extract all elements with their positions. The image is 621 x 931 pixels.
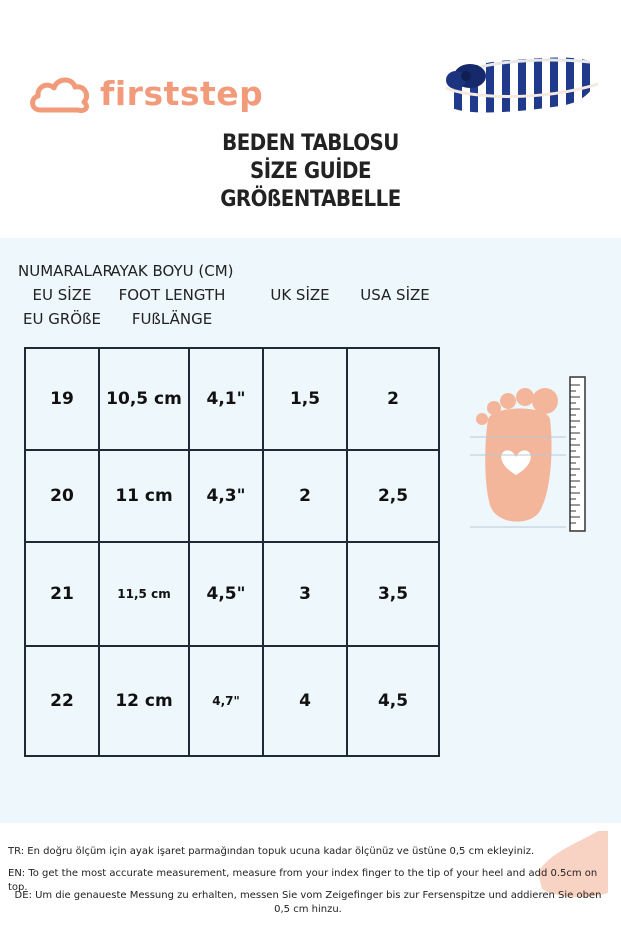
cell-foot-inch: 4,7" [189,646,263,756]
column-header-foot-tr: AYAK BOYU (CM) [110,262,234,280]
column-header-foot-en: FOOT LENGTH [118,286,226,304]
foot-ruler-illustration [470,375,590,535]
table-row [25,646,439,756]
cell-foot-cm: 12 cm [99,646,189,756]
cell-usa: 3,5 [347,542,439,646]
cell-foot-inch: 4,1" [189,348,263,450]
column-header-foot-de: FUßLÄNGE [131,310,213,328]
cell-eu: 21 [25,542,99,646]
column-header-usa: USA SİZE [360,286,430,304]
cell-eu: 19 [25,348,99,450]
table-row [25,450,439,542]
cell-usa: 2 [347,348,439,450]
column-header-eu [18,259,113,331]
note-de: DE: Um die genaueste Messung zu erhalten, messen Sie vom Zeigefinger bis zur Fersenspitze und addieren Sie oben 0,5 cm hinzu. [14,890,602,915]
cell-eu: 20 [25,450,99,542]
title-en: SİZE GUİDE [249,159,371,184]
column-header-uk: UK SİZE [270,286,330,304]
cell-uk: 1,5 [263,348,347,450]
foot-icon [470,388,566,527]
cell-foot-cm: 10,5 cm [99,348,189,450]
table-row [25,348,439,450]
title-de: GRÖßENTABELLE [220,187,401,212]
ruler-icon [570,377,585,531]
column-header-foot-length [110,259,234,331]
brand-logo [28,70,264,122]
cell-foot-cm: 11,5 cm [99,542,189,646]
title-block [0,130,621,214]
size-table [24,347,440,757]
cell-uk: 2 [263,450,347,542]
cell-foot-inch: 4,3" [189,450,263,542]
column-header-eu-de: EU GRÖßE [22,310,101,328]
cell-foot-cm: 11 cm [99,450,189,542]
column-header-eu-tr: NUMARALAR [18,262,113,280]
column-header-eu-en: EU SİZE [32,286,92,304]
note-en: EN: To get the most accurate measurement, measure from your index finger to the tip of your heel and add 0.5cm on top. [8,868,598,893]
shoe-image [440,40,600,120]
cell-uk: 4 [263,646,347,756]
cell-usa: 2,5 [347,450,439,542]
header [0,0,621,238]
note-tr: TR: En doğru ölçüm için ayak işaret parmağından topuk ucuna kadar ölçünüz ve üstüne 0,5 cm ekleyiniz. [8,846,535,857]
cell-foot-inch: 4,5" [189,542,263,646]
brand-name: firststep [100,74,264,113]
table-row [25,542,439,646]
cell-uk: 3 [263,542,347,646]
cloud-icon [28,72,92,116]
instructions-footer [0,823,621,931]
cell-usa: 4,5 [347,646,439,756]
title-tr: BEDEN TABLOSU [222,131,399,156]
cell-eu: 22 [25,646,99,756]
